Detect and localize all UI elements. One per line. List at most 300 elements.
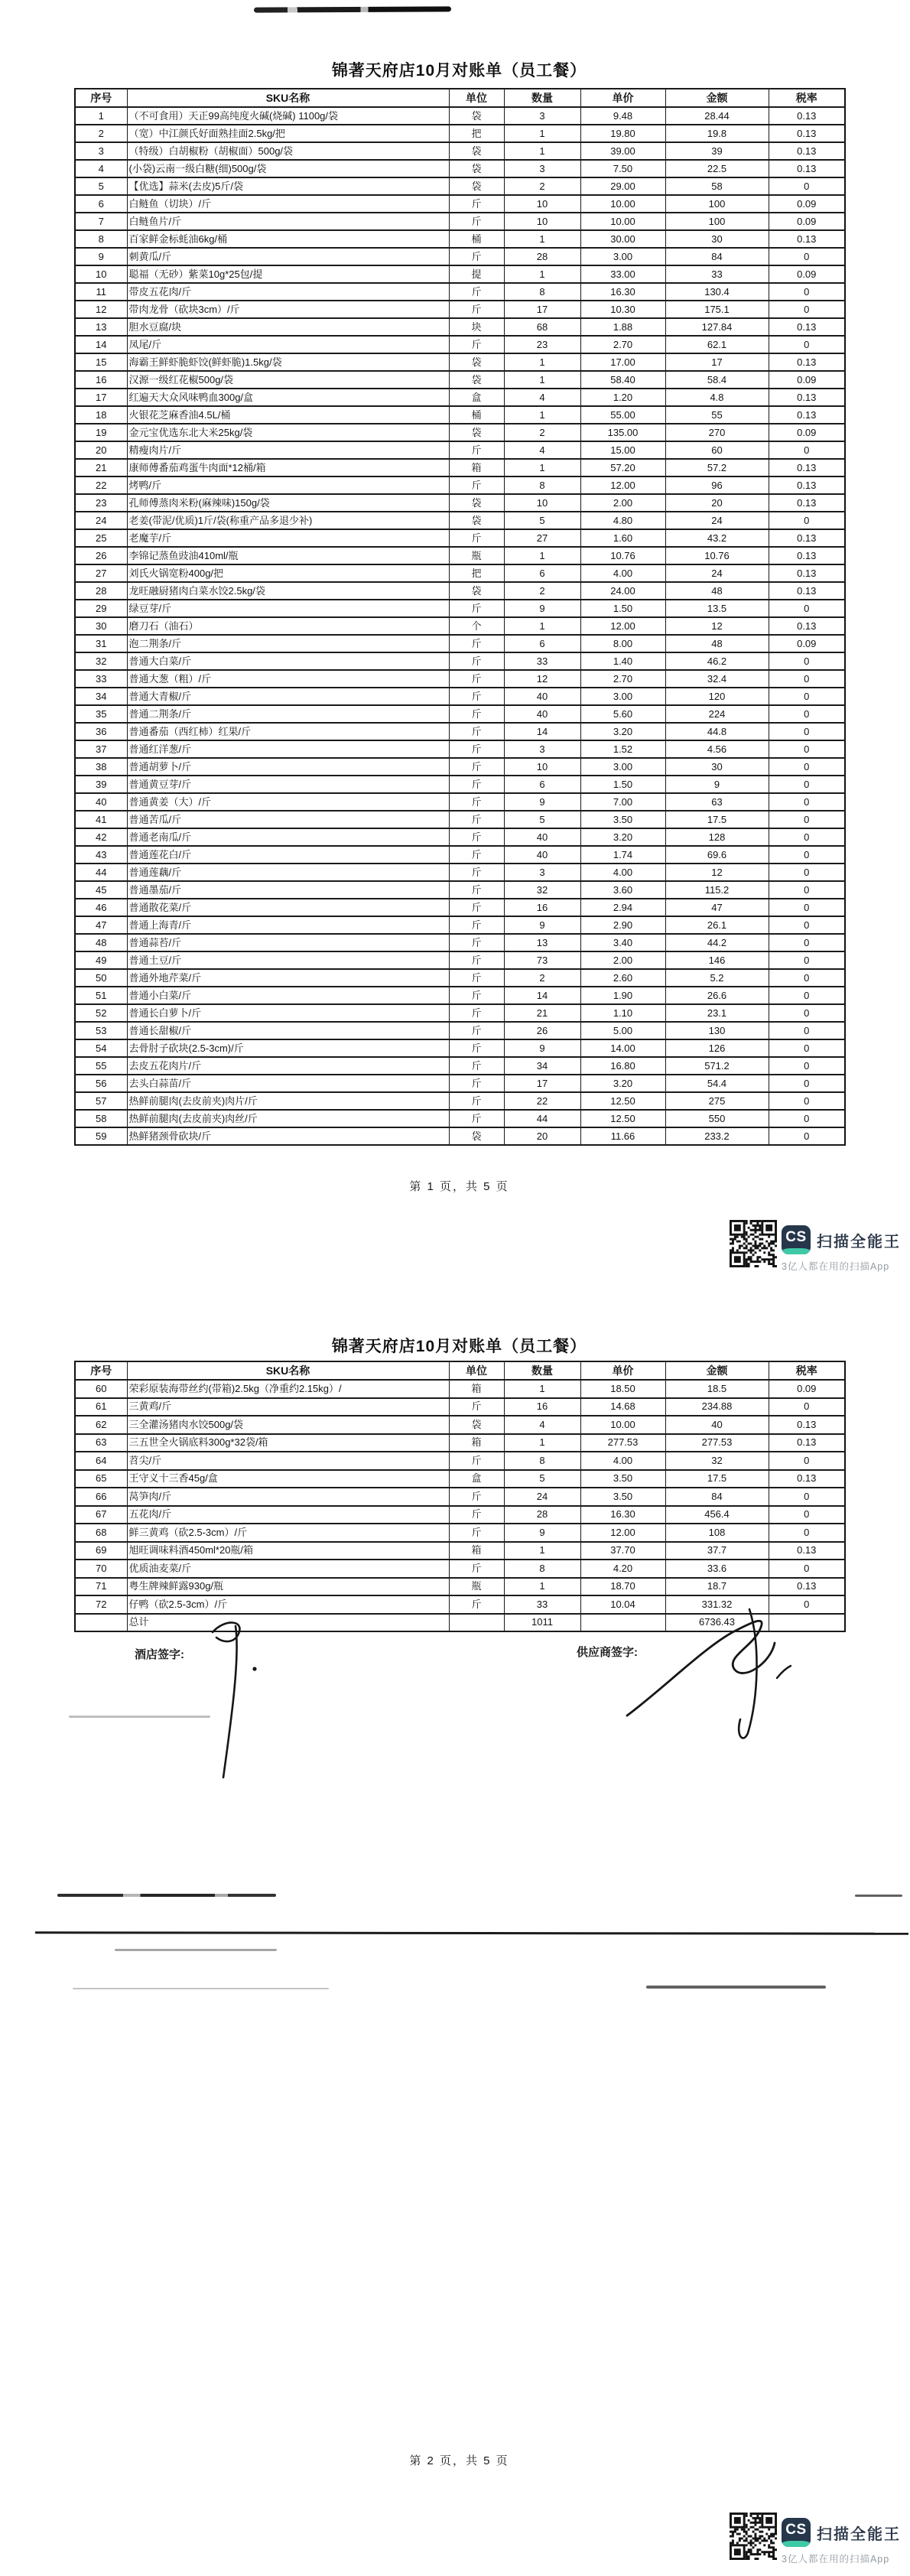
cell: 普通二荆条/斤 [127,705,449,723]
cell: 0.13 [769,1470,845,1488]
column-header: SKU名称 [127,1361,449,1380]
cell: 10 [504,195,580,213]
cell: 4.00 [580,564,665,582]
supplier-signature [621,1605,801,1746]
column-header: 金额 [665,1361,769,1380]
cell: 3.50 [580,1488,665,1506]
item-row [75,635,845,652]
cell: 42 [75,828,127,846]
cell: 43.2 [665,529,769,547]
cell: 袋 [449,371,504,389]
cell: 12 [665,864,769,881]
cell: 39 [75,776,127,793]
cell: 0.13 [769,1542,845,1560]
cell: 146 [665,951,769,969]
scan-artifact-line [855,1895,902,1897]
cell: 0 [769,1524,845,1542]
cell: 0.13 [769,1578,845,1596]
page-footer: 第 1 页，共 5 页 [409,1180,509,1193]
item-row [75,1022,845,1039]
cell: 10.76 [665,547,769,564]
cell: 龙旺融厨猪肉白菜水饺2.5kg/袋 [127,582,449,600]
cell: 0 [769,301,845,318]
cell: 10.30 [580,301,665,318]
cell: 68 [75,1524,127,1542]
item-row [75,1470,845,1488]
cell: 红遍天大众风味鸭血300g/盒 [127,389,449,406]
cell: 38 [75,758,127,776]
cell: 40 [75,793,127,811]
cell: 0 [769,951,845,969]
cell: 12 [75,301,127,318]
cell: 24.00 [580,582,665,600]
cell: 23 [75,494,127,512]
cell: 苕尖/斤 [127,1452,449,1470]
cell: 571.2 [665,1057,769,1075]
cell: 0.13 [769,564,845,582]
cell: 0 [769,600,845,617]
column-header: 单价 [580,89,665,107]
cell: 块 [449,318,504,336]
cell: 8 [504,476,580,494]
column-header: 金额 [665,89,769,107]
cell: 10 [504,494,580,512]
cell: 斤 [449,758,504,776]
cell: 5 [504,512,580,529]
cell: 32.4 [665,670,769,688]
cell: 斤 [449,916,504,934]
cell: 0.09 [769,1380,845,1398]
cell: 箱 [449,459,504,476]
cell: 0 [769,899,845,916]
cell: 普通土豆/斤 [127,951,449,969]
cell: 63 [75,1434,127,1452]
cell: 袋 [449,424,504,441]
cell: 48 [75,934,127,951]
column-header: SKU名称 [127,89,449,107]
cell: 4.80 [580,512,665,529]
cell: 44 [75,864,127,881]
cell: 58 [665,177,769,195]
cell: 斤 [449,881,504,899]
cell: 1 [504,459,580,476]
cell: 6 [504,635,580,652]
cell: 37 [75,740,127,758]
cell: 22 [504,1092,580,1110]
cell [75,1614,127,1632]
cell: 白鲢鱼片/斤 [127,213,449,230]
item-row [75,353,845,371]
cell: 0.13 [769,476,845,494]
cell: 1 [504,371,580,389]
cell: 瓶 [449,1578,504,1596]
camscanner-tagline: 3亿人都在用的扫描App [782,2554,890,2565]
item-row [75,705,845,723]
cell: 0 [769,828,845,846]
cell: 9 [75,248,127,265]
column-header: 税率 [769,1361,845,1380]
cell: 10 [75,265,127,283]
cell: 4 [504,389,580,406]
header-row [75,89,845,107]
cell: 8.00 [580,635,665,652]
cell: 箱 [449,1542,504,1560]
cell: 0 [769,283,845,301]
cell: 5.60 [580,705,665,723]
cell: 40 [665,1416,769,1434]
cell: 3.40 [580,934,665,951]
cell: 22.5 [665,160,769,177]
cell: 0.13 [769,142,845,160]
cell: 2.00 [580,494,665,512]
reconciliation-table-page2 [74,1361,846,1632]
cell: 0 [769,811,845,828]
cell: 2.90 [580,916,665,934]
cell: 斤 [449,1004,504,1022]
cell: 斤 [449,476,504,494]
cell: 16.30 [580,283,665,301]
item-row [75,828,845,846]
item-row [75,881,845,899]
qr-code-icon [730,1219,777,1268]
camscanner-tagline: 3亿人都在用的扫描App [782,1261,890,1272]
scan-artifact-line [69,1716,210,1718]
cell: 33.00 [580,265,665,283]
cell: 58.40 [580,371,665,389]
cell: 100 [665,213,769,230]
header-row [75,1361,845,1380]
cell: 1 [504,125,580,142]
item-row [75,406,845,424]
cell: 普通老南瓜/斤 [127,828,449,846]
cell: 去骨肘子砍块(2.5-3cm)/斤 [127,1039,449,1057]
item-row [75,600,845,617]
cell: 72 [75,1595,127,1614]
cell: 0.13 [769,318,845,336]
cell: 斤 [449,1057,504,1075]
cell: 69.6 [665,846,769,864]
item-row [75,811,845,828]
cell: 126 [665,1039,769,1057]
item-row [75,529,845,547]
cell: 0 [769,864,845,881]
cell: 旭旺调味料酒450ml*20瓶/箱 [127,1542,449,1560]
cell: 37.70 [580,1542,665,1560]
cell: 1 [504,547,580,564]
cell: 斤 [449,1039,504,1057]
cell: 普通红洋葱/斤 [127,740,449,758]
cell: 60 [665,441,769,459]
cell: 14.68 [580,1398,665,1416]
cell: 28.44 [665,107,769,125]
cell: 26 [504,1022,580,1039]
cell: 0.13 [769,1434,845,1452]
cell: 69 [75,1542,127,1560]
cell: 0 [769,723,845,740]
item-row [75,283,845,301]
cell: 胆水豆腐/块 [127,318,449,336]
cell: 12 [665,617,769,635]
cell: 30 [75,617,127,635]
cell: 普通胡萝卜/斤 [127,758,449,776]
item-row [75,740,845,758]
cell: 84 [665,1488,769,1506]
cell: 鲜三黄鸡（砍2.5-3cm）/斤 [127,1524,449,1542]
cell: 三黄鸡/斤 [127,1398,449,1416]
cell: 52 [75,1004,127,1022]
page-title: 锦著天府店10月对账单（员工餐） [331,1338,587,1355]
item-row [75,547,845,564]
cell: 224 [665,705,769,723]
cell: 44.8 [665,723,769,740]
cell: 普通莲花白/斤 [127,846,449,864]
cell: 盒 [449,1470,504,1488]
cell: 64 [75,1452,127,1470]
cell: 4.8 [665,389,769,406]
cell: 0.13 [769,1416,845,1434]
cell: 3.00 [580,758,665,776]
cell: 40 [504,705,580,723]
item-row [75,582,845,600]
cell: 1.40 [580,652,665,670]
cell: 4 [504,441,580,459]
item-row [75,846,845,864]
cell: 桶 [449,406,504,424]
cell: 2 [504,177,580,195]
cell: 277.53 [580,1434,665,1452]
cell: 3 [504,864,580,881]
cell: 斤 [449,1092,504,1110]
cell: 0.09 [769,195,845,213]
cell: 凤尾/斤 [127,336,449,353]
cell: 10.76 [580,547,665,564]
cell: 3 [504,160,580,177]
cell: 荣彩原装海带丝约(带箱)2.5kg（净重约2.15kg）/ [127,1380,449,1398]
cell: 4.00 [580,864,665,881]
cell: 盒 [449,389,504,406]
cell: 0 [769,1452,845,1470]
cell: 7.50 [580,160,665,177]
cell: 10.00 [580,195,665,213]
cell: 斤 [449,1595,504,1614]
cell: 0.13 [769,406,845,424]
cell: 120 [665,688,769,705]
cell: 瓶 [449,547,504,564]
cell: 斤 [449,213,504,230]
cell: 3.50 [580,811,665,828]
cell: 0 [769,1110,845,1127]
cell: 9 [504,1524,580,1542]
cell: 0 [769,705,845,723]
cell: 斤 [449,529,504,547]
cell: 0 [769,740,845,758]
cell: 聪福（无砂）紫菜10g*25包/提 [127,265,449,283]
cell: 20 [504,1127,580,1145]
cell: 8 [75,230,127,248]
item-row [75,758,845,776]
item-row [75,213,845,230]
cell: 0 [769,1488,845,1506]
cell: 斤 [449,846,504,864]
cell: 58 [75,1110,127,1127]
item-row [75,1488,845,1506]
camscanner-watermark [730,2512,910,2567]
cell: 28 [75,582,127,600]
cell: 普通苦瓜/斤 [127,811,449,828]
cell: 24 [504,1488,580,1506]
cell: 斤 [449,828,504,846]
cell: 桶 [449,230,504,248]
cell: 9.48 [580,107,665,125]
cell: 37.7 [665,1542,769,1560]
cell: 斤 [449,1452,504,1470]
cell: 普通长甜椒/斤 [127,1022,449,1039]
cell: 12 [504,670,580,688]
cell: 斤 [449,1488,504,1506]
cell: 26 [75,547,127,564]
cell: 45 [75,881,127,899]
cell: 个 [449,617,504,635]
cell: 精瘦肉片/斤 [127,441,449,459]
cell: 1 [504,1380,580,1398]
cell: 3.00 [580,688,665,705]
cell: 70 [75,1560,127,1578]
cell: 1 [504,265,580,283]
cell: 7 [75,213,127,230]
cell: 海霸王鲜虾脆虾饺(鲜虾脆)1.5kg/袋 [127,353,449,371]
item-row [75,441,845,459]
cell: 29 [75,600,127,617]
cell: 30.00 [580,230,665,248]
cell: 130 [665,1022,769,1039]
total-quantity: 1011 [504,1614,580,1632]
cell: 43 [75,846,127,864]
cell: 16.30 [580,1506,665,1524]
cell: 108 [665,1524,769,1542]
cell: 15.00 [580,441,665,459]
cell: 斤 [449,336,504,353]
cell: 孔师傅蒸肉米粉(麻辣味)150g/袋 [127,494,449,512]
cell: 2.00 [580,951,665,969]
cell: 130.4 [665,283,769,301]
cell: 16 [504,899,580,916]
cell: 烤鸭/斤 [127,476,449,494]
cell: 5 [504,811,580,828]
cell: 泡二荆条/斤 [127,635,449,652]
cell: 热鲜猪颈骨砍块/斤 [127,1127,449,1145]
item-row [75,230,845,248]
cell: 0.09 [769,213,845,230]
cell: 0.09 [769,371,845,389]
column-header: 单位 [449,89,504,107]
cell: 19 [75,424,127,441]
item-row [75,1057,845,1075]
cell: 提 [449,265,504,283]
cell: 斤 [449,864,504,881]
cell: 40 [504,828,580,846]
cell: 刺黄瓜/斤 [127,248,449,265]
cell: 1.74 [580,846,665,864]
cell: 10.00 [580,1416,665,1434]
cell: 12.00 [580,476,665,494]
cell: 54.4 [665,1075,769,1092]
item-row [75,670,845,688]
cell: 斤 [449,1560,504,1578]
cell: 16.80 [580,1057,665,1075]
cell: 5 [504,1470,580,1488]
cell: 1.52 [580,740,665,758]
item-row [75,1416,845,1434]
item-row [75,1506,845,1524]
cell: 24 [665,564,769,582]
cell: 17 [665,353,769,371]
cell: 1 [504,1578,580,1596]
cell: 21 [504,1004,580,1022]
camscanner-brand-text: 扫描全能王 [817,2526,901,2543]
cell: 39 [665,142,769,160]
cell: 袋 [449,512,504,529]
cell: 袋 [449,494,504,512]
cell: 普通长白萝卜/斤 [127,1004,449,1022]
cell: 23.1 [665,1004,769,1022]
cell: 斤 [449,670,504,688]
item-row [75,160,845,177]
cell [449,1614,504,1632]
item-row [75,617,845,635]
camscanner-badge-icon: CS [782,1225,811,1254]
cell: 62 [75,1416,127,1434]
cell: 60 [75,1380,127,1398]
cell: 30 [665,758,769,776]
cell: 9 [504,1039,580,1057]
cell: 2.60 [580,969,665,987]
cell: 3.60 [580,881,665,899]
cell: 斤 [449,652,504,670]
item-row [75,459,845,476]
cell: 0 [769,758,845,776]
cell: 17.00 [580,353,665,371]
cell: 20 [75,441,127,459]
cell: 277.53 [665,1434,769,1452]
cell: 斤 [449,301,504,318]
cell: 73 [504,951,580,969]
item-row [75,318,845,336]
item-row [75,564,845,582]
cell: 0 [769,336,845,353]
cell: 275 [665,1092,769,1110]
item-row [75,1434,845,1452]
cell: 12.50 [580,1110,665,1127]
cell: 0 [769,652,845,670]
cell: 0.13 [769,353,845,371]
item-row [75,494,845,512]
cell: 11.66 [580,1127,665,1145]
cell: 0 [769,177,845,195]
cell: 粤生牌辣鲜露930g/瓶 [127,1578,449,1596]
cell: 普通散花菜/斤 [127,899,449,916]
cell: 0 [769,881,845,899]
cell: 32 [665,1452,769,1470]
cell: 1 [504,1434,580,1452]
item-row [75,1075,845,1092]
cell: （不可食用）天正99高纯度火碱(烧碱) 1100g/袋 [127,107,449,125]
cell: 18 [75,406,127,424]
cell: 0 [769,512,845,529]
cell: 26.6 [665,987,769,1004]
cell: 金元宝优选东北大米25kg/袋 [127,424,449,441]
cell: 40 [504,846,580,864]
page-title: 锦著天府店10月对账单（员工餐） [331,62,587,80]
